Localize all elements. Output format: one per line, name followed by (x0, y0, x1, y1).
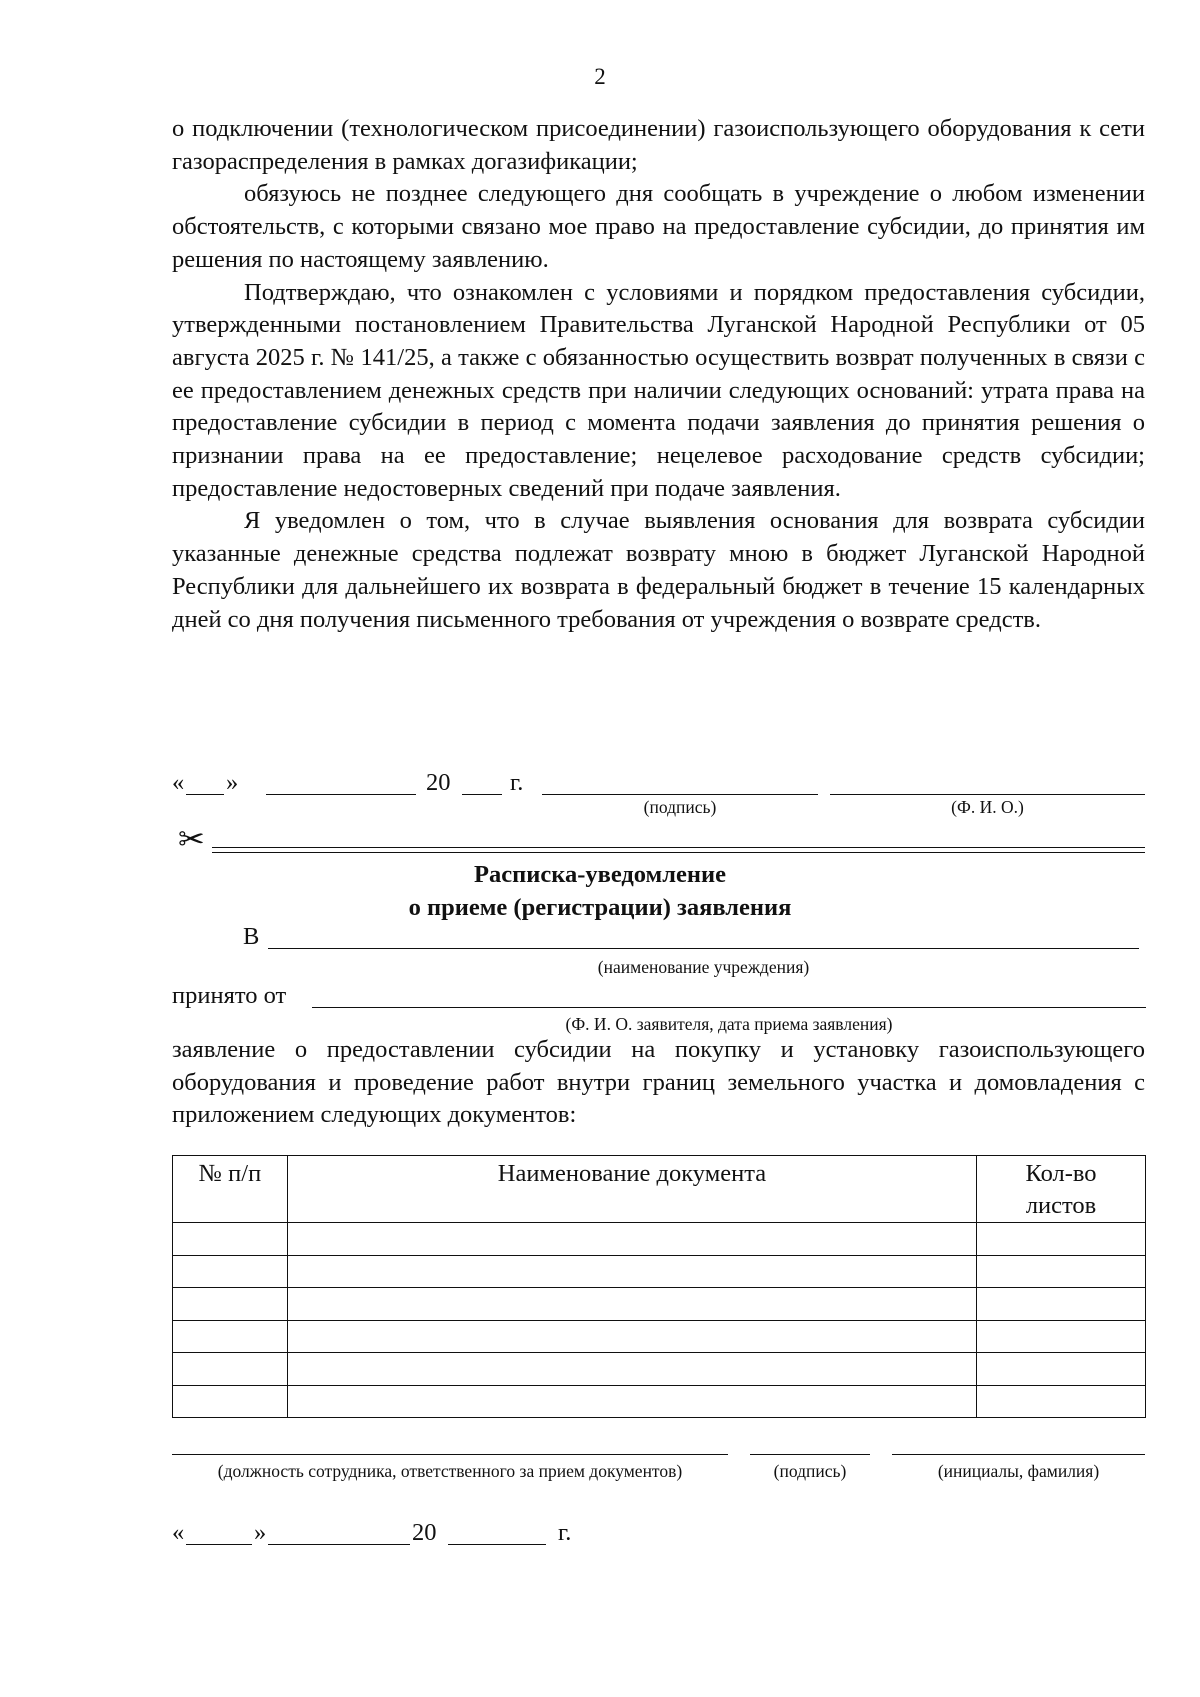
table-cell[interactable] (173, 1288, 288, 1321)
final-year-prefix: 20 (412, 1519, 437, 1546)
scissors-icon: ✂ (178, 820, 205, 858)
position-caption: (должность сотрудника, ответственного за прием документов) (217, 1461, 683, 1481)
month-field[interactable] (266, 794, 416, 795)
table-cell[interactable] (977, 1320, 1146, 1353)
receipt-title: Расписка-уведомление (474, 861, 726, 888)
footer-signature-caption: (подпись) (773, 1461, 847, 1481)
applicant-field[interactable] (312, 1007, 1146, 1008)
staff-signature-block (172, 1444, 1145, 1484)
table-cell[interactable] (173, 1385, 288, 1418)
final-day-field[interactable] (186, 1544, 252, 1545)
table-cell[interactable] (287, 1255, 976, 1288)
institution-caption: (наименование учреждения) (597, 957, 810, 977)
table-cell[interactable] (977, 1223, 1146, 1256)
header-number: № п/п (173, 1156, 288, 1223)
table-row (173, 1353, 1146, 1386)
name-caption: (Ф. И. О.) (951, 797, 1024, 817)
name-field[interactable] (830, 794, 1145, 795)
staff-position-field[interactable] (172, 1454, 728, 1455)
initials-caption: (инициалы, фамилия) (937, 1461, 1100, 1481)
table-cell[interactable] (977, 1255, 1146, 1288)
receipt-statement: заявление о предоставлении субсидии на покупку и установку газоиспользующего оборудования и проведение работ внутри границ земельного участка и домовладения с приложением следующих документов: (172, 1036, 1145, 1129)
year-prefix: 20 (426, 769, 451, 796)
paragraph-notification: Я уведомлен о том, что в случае выявления основания для возврата субсидии указанные денежные средства подлежат возврату мною в бюджет Луганской Народной Республики для дальнейшего их возврата в федеральный бюджет в течение 15 календарных дней со дня получения письменного требования от учреждения о возврате средств. (172, 507, 1145, 633)
day-field[interactable] (186, 794, 224, 795)
documents-table (172, 1155, 1146, 1418)
table-cell[interactable] (173, 1320, 288, 1353)
date-close-quote: » (226, 769, 239, 796)
applicant-signature-line (172, 767, 1145, 827)
final-month-field[interactable] (268, 1544, 410, 1545)
table-cell[interactable] (287, 1320, 976, 1353)
table-cell[interactable] (977, 1353, 1146, 1386)
table-row (173, 1320, 1146, 1353)
accepted-from-label: принято от (172, 982, 287, 1009)
applicant-caption: (Ф. И. О. заявителя, дата приема заявления) (565, 1014, 893, 1034)
table-header-row (173, 1156, 1146, 1223)
year-suffix: г. (510, 769, 524, 796)
paragraph-continuation: о подключении (технологическом присоединении) газоиспользующего оборудования к сети газораспределения в рамках догазификации; (172, 115, 1145, 175)
table-cell[interactable] (287, 1353, 976, 1386)
year-field[interactable] (462, 794, 502, 795)
application-text (172, 113, 1145, 636)
final-year-suffix: г. (558, 1519, 572, 1546)
date-open-quote: « (172, 769, 185, 796)
signature-caption: (подпись) (643, 797, 717, 817)
header-sheet-count: Кол-во листов (977, 1156, 1146, 1223)
cut-line (178, 822, 1145, 856)
paragraph-confirmation: Подтверждаю, что ознакомлен с условиями и порядком предоставления субсидии, утвержденными постановлением Правительства Луганской Народной Республики от 05 августа 2025 г. № 141/25, а также с обязанностью осуществить возврат полученных в связи с ее предоставлением денежных средств при наличии следующих оснований: утрата права на предоставление субсидии в период с момента подачи заявления до принятия решения о признании права на ее предоставление; нецелевое расходование средств субсидии; предоставление недостоверных сведений при подаче заявления. (172, 278, 1145, 502)
institution-field[interactable] (268, 948, 1139, 949)
table-cell[interactable] (173, 1223, 288, 1256)
table-row (173, 1385, 1146, 1418)
table-cell[interactable] (287, 1223, 976, 1256)
table-cell[interactable] (287, 1385, 976, 1418)
final-close-quote: » (254, 1519, 267, 1546)
table-row (173, 1288, 1146, 1321)
receipt-date-line (172, 1517, 672, 1557)
staff-initials-field[interactable] (892, 1454, 1145, 1455)
institution-label: В (243, 923, 260, 950)
receipt-statement-block (172, 1034, 1145, 1132)
paragraph-obligation: обязуюсь не позднее следующего дня сообщать в учреждение о любом изменении обстоятельств, с которыми связано мое право на предоставление субсидии, до принятия им решения по настоящему заявлению. (172, 180, 1145, 273)
page-number: 2 (594, 64, 606, 89)
table-cell[interactable] (977, 1288, 1146, 1321)
table-cell[interactable] (173, 1255, 288, 1288)
table-cell[interactable] (977, 1385, 1146, 1418)
final-year-field[interactable] (448, 1544, 546, 1545)
table-cell[interactable] (173, 1353, 288, 1386)
receipt-subtitle: о приеме (регистрации) заявления (408, 894, 792, 921)
table-row (173, 1223, 1146, 1256)
signature-field[interactable] (542, 794, 818, 795)
final-open-quote: « (172, 1519, 185, 1546)
table-row (173, 1255, 1146, 1288)
table-cell[interactable] (287, 1288, 976, 1321)
header-document-name: Наименование документа (287, 1156, 976, 1223)
staff-signature-field[interactable] (750, 1454, 870, 1455)
double-divider (212, 847, 1145, 853)
